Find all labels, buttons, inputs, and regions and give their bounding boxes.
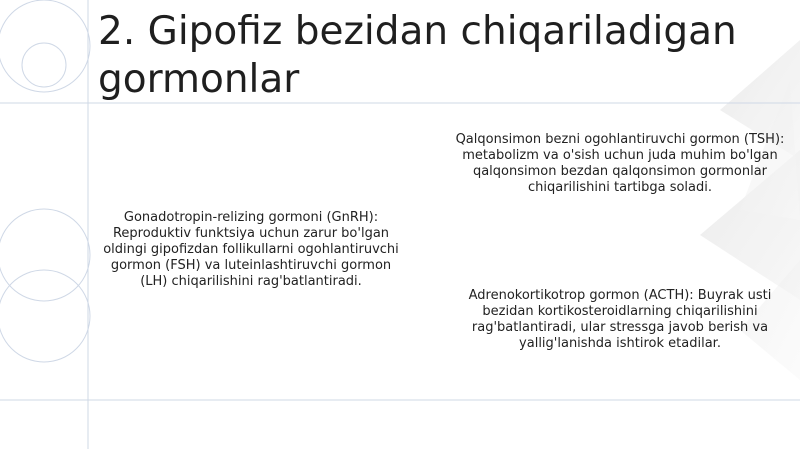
circle-decoration [0, 0, 90, 362]
gnrh-paragraph: Gonadotropin-relizing gormoni (GnRH): Reproduktiv funktsiya uchun zarur bo'lgan oldingi gipofizdan follikullarni ogohlantiruvchi gormon (FSH) va luteinlashtiruvchi gormon (LH) chiqarilishini rag'batlantiradi. [103, 210, 399, 289]
slide-title: 2. Gipofiz bezidan chiqariladigan gormonlar [98, 9, 737, 102]
acth-paragraph: Adrenokortikotrop gormon (ACTH): Buyrak usti bezidan kortikosteroidlarning chiqarilishini rag'batlantiradi, ular stressga javob berish va yallig'lanishda ishtirok etadilar. [468, 288, 772, 351]
tsh-paragraph: Qalqonsimon bezni ogohlantiruvchi gormon (TSH): metabolizm va o'sish uchun juda muhim bo'lgan qalqonsimon bezdan qalqonsimon gormonlar chiqarilishini tartibga soladi. [455, 132, 785, 195]
